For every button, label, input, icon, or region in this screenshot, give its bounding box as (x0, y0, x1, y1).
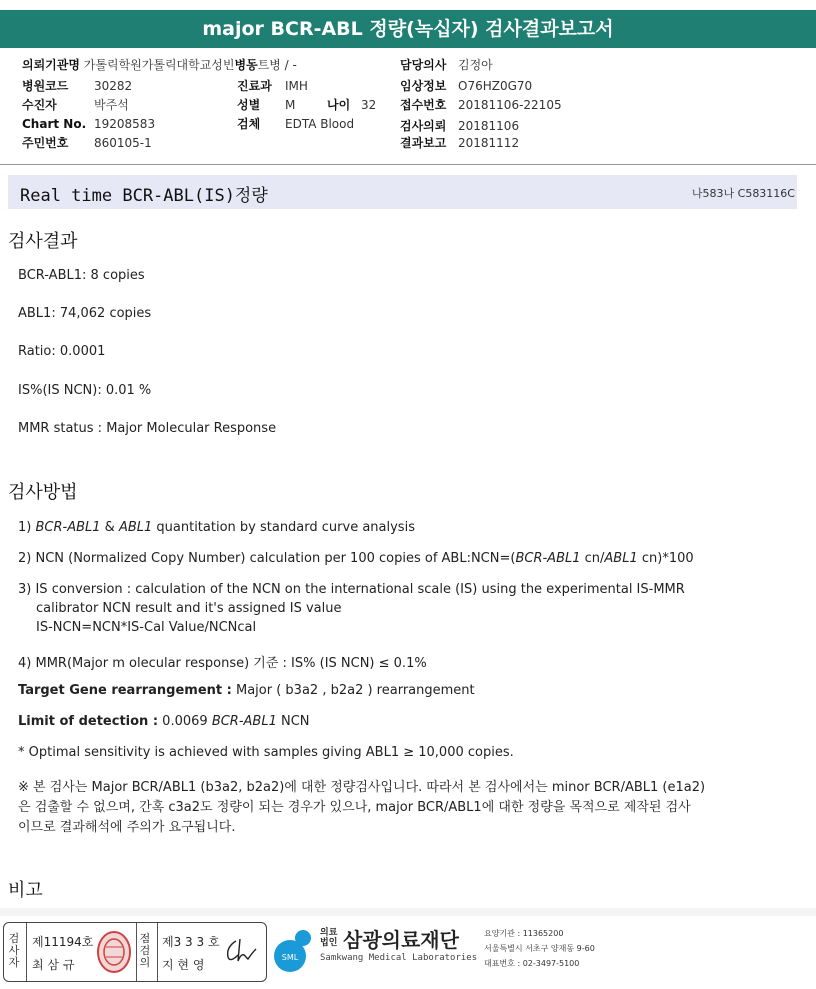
section-code: 나583나 C583116C (691, 187, 795, 200)
age-value: 32 (361, 98, 377, 112)
clinical-value: O76HZ0G70 (458, 79, 533, 93)
ward-value: 트병 / - (257, 58, 297, 72)
signature-box (3, 922, 267, 982)
inspector-seal-icon (96, 929, 132, 975)
approver-label: 점검의 (139, 932, 151, 969)
result-line: ABL1: 74,062 copies (18, 306, 152, 321)
collector-label: 수진자 (22, 98, 57, 112)
svg-text:SML: SML (281, 953, 299, 962)
method-line-3b: calibrator NCN result and it's assigned IS value (36, 601, 342, 616)
hospital-code-label: 병원코드 (22, 79, 69, 93)
clinical-label: 임상정보 (400, 79, 447, 93)
request-value: 20181106 (458, 119, 520, 133)
reception-value: 20181106-22105 (458, 98, 562, 112)
signature-icon (222, 935, 260, 965)
note-line: 이므로 결과해석에 주의가 요구됩니다. (18, 820, 236, 835)
institution-value: 가톨릭학원가톨릭대학교성빈 (83, 58, 235, 72)
id-value: 860105-1 (94, 136, 152, 150)
sml-logo-icon (270, 926, 314, 974)
ward-label: 병동 (234, 58, 258, 72)
specimen-label: 검체 (237, 117, 261, 131)
result-line: BCR-ABL1: 8 copies (18, 268, 145, 283)
divider (0, 164, 816, 165)
report-title: major BCR-ABL 정량(녹십자) 검사결과보고서 (0, 10, 816, 48)
remarks-bar (0, 908, 816, 916)
org-prefix: 의료법인 (320, 928, 338, 948)
method-line-1: 1) BCR-ABL1 & ABL1 quantitation by standard curve analysis (18, 520, 415, 535)
chart-label: Chart No. (22, 117, 87, 131)
note-line: ※ 본 검사는 Major BCR/ABL1 (b3a2, b2a2)에 대한 정량검사입니다. 따라서 본 검사에서는 minor BCR/ABL1 (e1a2) (18, 780, 706, 795)
sex-value: M (285, 98, 296, 112)
section-header (8, 175, 797, 209)
sensitivity-note: * Optimal sensitivity is achieved with samples giving ABL1 ≥ 10,000 copies. (18, 745, 514, 760)
doctor-value: 김정아 (458, 58, 493, 72)
limit-of-detection: Limit of detection : 0.0069 BCR-ABL1 NCN (18, 714, 310, 729)
section-title: Real time BCR-ABL(IS)정량 (20, 186, 268, 206)
org-name: 삼광의료재단 (343, 928, 459, 952)
doctor-label: 담당의사 (400, 58, 447, 72)
dept-value: IMH (285, 79, 308, 93)
org-address: 서울특별시 서초구 양재동 9-60 (484, 944, 595, 953)
sex-label: 성별 (237, 98, 261, 112)
request-label: 검사의뢰 (400, 119, 447, 133)
method-line-4: 4) MMR(Major m olecular response) 기준 : IS% (IS NCN) ≤ 0.1% (18, 656, 427, 671)
id-label: 주민번호 (22, 136, 69, 150)
method-line-3c: IS-NCN=NCN*IS-Cal Value/NCNcal (36, 620, 257, 635)
method-heading: 검사방법 (8, 482, 78, 503)
approver-name: 지 현 영 (162, 958, 205, 972)
footer (0, 922, 816, 989)
org-phone: 대표번호 : 02-3497-5100 (484, 959, 580, 968)
method-line-2: 2) NCN (Normalized Copy Number) calculation per 100 copies of ABL:NCN=(BCR-ABL1 cn/ABL1 cn)*100 (18, 551, 694, 566)
result-line: MMR status : Major Molecular Response (18, 421, 277, 436)
institution-label: 의뢰기관명 (22, 58, 80, 72)
report-value: 20181112 (458, 136, 520, 150)
dept-label: 진료과 (237, 79, 272, 93)
result-line: IS%(IS NCN): 0.01 % (18, 383, 152, 398)
chart-value: 19208583 (94, 117, 156, 131)
report-label: 결과보고 (400, 136, 447, 150)
reception-label: 접수번호 (400, 98, 447, 112)
note-line: 은 검출할 수 없으며, 간혹 c3a2도 정량이 되는 경우가 있으나, major BCR/ABL1에 대한 정량을 목적으로 제작된 검사 (18, 800, 691, 815)
inspector-no: 제11194호 (32, 935, 94, 949)
method-line-3: 3) IS conversion : calculation of the NCN on the international scale (IS) using the experimental IS-MMR (18, 582, 685, 597)
org-code: 요양기관 : 11365200 (484, 929, 564, 938)
collector-value: 박주석 (94, 98, 129, 112)
age-label: 나이 (327, 98, 351, 112)
results-heading: 검사결과 (8, 231, 78, 252)
org-english-name: Samkwang Medical Laboratories (320, 953, 478, 963)
target-gene: Target Gene rearrangement : Major ( b3a2 , b2a2 ) rearrangement (18, 683, 475, 698)
result-line: Ratio: 0.0001 (18, 344, 106, 359)
remarks-heading: 비고 (8, 880, 43, 901)
hospital-code-value: 30282 (94, 79, 133, 93)
inspector-name: 최 삼 규 (32, 958, 75, 972)
inspector-label: 검사자 (8, 932, 20, 969)
specimen-value: EDTA Blood (285, 117, 355, 131)
approver-no: 제3 3 3 호 (162, 935, 220, 949)
